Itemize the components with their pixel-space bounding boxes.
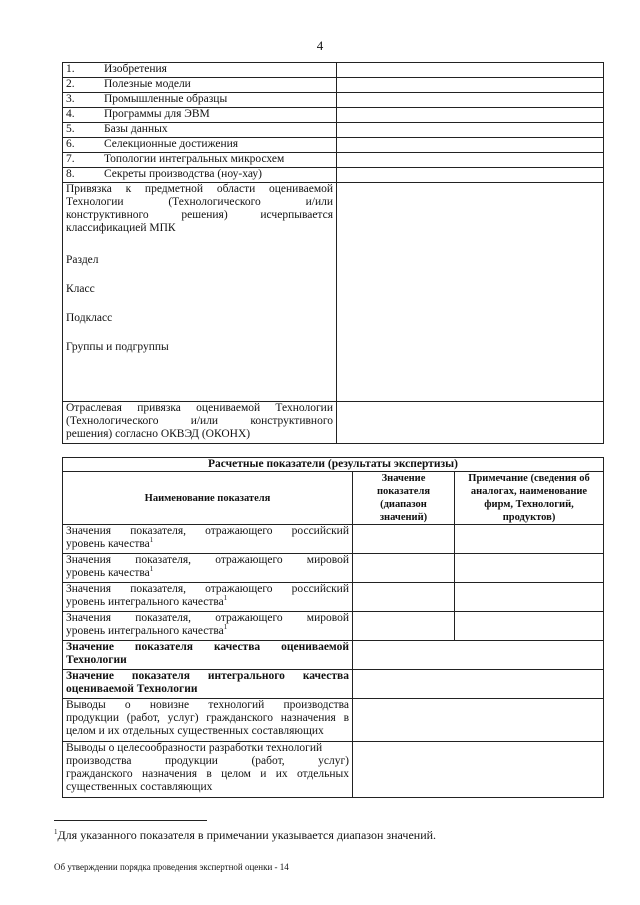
- ip-object-label: Полезные модели: [104, 78, 191, 90]
- ip-objects-table: [62, 62, 604, 444]
- indicator-line-2: [66, 596, 349, 609]
- novelty-row-label: [63, 699, 353, 742]
- ip-object-cell: [63, 108, 337, 123]
- ip-object-number: 7.: [66, 153, 75, 165]
- col-header-note: Примечание (сведения об аналогах, наименование фирм, Технологий, продуктов): [455, 472, 604, 525]
- footnote-ref: 1: [223, 623, 228, 632]
- results-title: Расчетные показатели (результаты экспертизы): [63, 458, 604, 472]
- footnote-separator: [54, 820, 207, 821]
- ip-object-label: Программы для ЭВМ: [104, 108, 210, 120]
- okved-line-2: (Технологического и/или конструктивного: [66, 415, 333, 427]
- ip-object-number: 6.: [66, 138, 75, 150]
- col-header-value: Значение показателя (диапазон значений): [353, 472, 455, 525]
- mpk-intro-4: классификацией МПК: [66, 222, 176, 234]
- mpk-class-label: Класс: [66, 283, 95, 295]
- footnote: [54, 828, 436, 843]
- indicator-line-1: Значения показателя, отражающего российский: [66, 583, 349, 595]
- ip-object-row: [63, 168, 604, 183]
- novelty-value-cell: [353, 699, 604, 742]
- ip-object-value-cell: [337, 153, 604, 168]
- okved-line-1: Отраслевая привязка оцениваемой Технологии: [66, 402, 333, 414]
- footnote-ref: 1: [149, 536, 154, 545]
- mpk-intro-3: конструктивного решения) исчерпывается: [66, 209, 333, 221]
- quality-value-cell: [353, 641, 604, 670]
- integral-line-2: оцениваемой Технологии: [66, 683, 198, 695]
- indicator-row: [63, 554, 604, 583]
- mpk-intro-2: Технологии (Технологического и/или: [66, 196, 333, 208]
- indicator-label-cell: [63, 583, 353, 612]
- feasibility-line-3: гражданского назначения в целом и их отдельных: [66, 768, 349, 780]
- ip-object-row: [63, 78, 604, 93]
- ip-object-row: [63, 63, 604, 78]
- integral-row-label: [63, 670, 353, 699]
- page-number: 4: [316, 38, 324, 53]
- ip-object-cell: [63, 138, 337, 153]
- integral-value-cell: [353, 670, 604, 699]
- ip-object-label: Секреты производства (ноу-хау): [104, 168, 262, 180]
- ip-object-number: 1.: [66, 63, 75, 75]
- ip-object-value-cell: [337, 108, 604, 123]
- indicator-note-cell: [455, 525, 604, 554]
- col-header-name: Наименование показателя: [63, 472, 353, 525]
- ip-object-number: 2.: [66, 78, 75, 90]
- indicator-line-2: [66, 567, 349, 580]
- results-table: [62, 457, 604, 798]
- ip-object-value-cell: [337, 138, 604, 153]
- indicator-line-1: Значения показателя, отражающего мировой: [66, 612, 349, 624]
- indicator-line-2-text: уровень интегрального качества: [66, 596, 224, 608]
- ip-object-row: [63, 123, 604, 138]
- mpk-row: [63, 183, 604, 402]
- footnote-ref: 1: [149, 565, 154, 574]
- ip-object-cell: [63, 93, 337, 108]
- ip-object-row: [63, 138, 604, 153]
- indicator-row: [63, 525, 604, 554]
- mpk-groups-label: Группы и подгруппы: [66, 341, 169, 353]
- ip-object-label: Промышленные образцы: [104, 93, 228, 105]
- ip-object-cell: [63, 63, 337, 78]
- ip-object-cell: [63, 78, 337, 93]
- ip-object-label: Топологии интегральных микросхем: [104, 153, 285, 165]
- okved-value-cell: [337, 402, 604, 444]
- novelty-line-2: продукции (работ, услуг) гражданского назначения в: [66, 712, 349, 724]
- quality-line-2: Технологии: [66, 654, 127, 666]
- indicator-value-cell: [353, 554, 455, 583]
- footnote-mark: 1: [54, 828, 58, 836]
- footnote-ref: 1: [223, 594, 228, 603]
- indicator-note-cell: [455, 612, 604, 641]
- indicator-row: [63, 583, 604, 612]
- quality-line-1: Значение показателя качества оцениваемой: [66, 641, 349, 653]
- ip-object-value-cell: [337, 93, 604, 108]
- indicator-line-2-text: уровень качества: [66, 567, 150, 579]
- feasibility-line-2: производства продукции (работ, услуг): [66, 755, 349, 767]
- indicator-line-2: [66, 538, 349, 551]
- quality-row-label: [63, 641, 353, 670]
- indicator-line-1: Значения показателя, отражающего мировой: [66, 554, 349, 566]
- mpk-value-cell: [337, 183, 604, 402]
- indicator-line-2-text: уровень интегрального качества: [66, 625, 224, 637]
- ip-object-cell: [63, 168, 337, 183]
- ip-object-cell: [63, 123, 337, 138]
- okved-cell: [63, 402, 337, 444]
- okved-line-3: решения) согласно ОКВЭД (ОКОНХ): [66, 428, 251, 440]
- ip-object-row: [63, 93, 604, 108]
- indicator-label-cell: [63, 525, 353, 554]
- ip-object-label: Селекционные достижения: [104, 138, 239, 150]
- mpk-section-label: Раздел: [66, 254, 99, 266]
- ip-object-number: 3.: [66, 93, 75, 105]
- mpk-subclass-label: Подкласс: [66, 312, 113, 324]
- ip-object-row: [63, 108, 604, 123]
- page-footer: Об утверждении порядка проведения экспертной оценки - 14: [54, 862, 289, 872]
- ip-object-value-cell: [337, 78, 604, 93]
- indicator-line-2: [66, 625, 349, 638]
- indicator-value-cell: [353, 612, 455, 641]
- novelty-line-3: целом и их отдельных существенных составляющих: [66, 725, 324, 737]
- feasibility-line-4: существенных составляющих: [66, 781, 213, 793]
- indicator-note-cell: [455, 583, 604, 612]
- indicator-label-cell: [63, 554, 353, 583]
- mpk-intro-1: Привязка к предметной области оцениваемой: [66, 183, 333, 195]
- footnote-text: Для указанного показателя в примечании указывается диапазон значений.: [57, 828, 437, 842]
- indicator-label-cell: [63, 612, 353, 641]
- indicator-value-cell: [353, 525, 455, 554]
- ip-object-value-cell: [337, 168, 604, 183]
- feasibility-value-cell: [353, 742, 604, 798]
- ip-object-number: 4.: [66, 108, 75, 120]
- feasibility-line-1: Выводы о целесообразности разработки технологий: [66, 742, 323, 754]
- integral-line-1: Значение показателя интегрального качества: [66, 670, 349, 682]
- okved-row: [63, 402, 604, 444]
- indicator-line-2-text: уровень качества: [66, 538, 150, 550]
- ip-object-label: Базы данных: [104, 123, 168, 135]
- novelty-line-1: Выводы о новизне технологий производства: [66, 699, 349, 711]
- ip-object-value-cell: [337, 123, 604, 138]
- ip-object-number: 5.: [66, 123, 75, 135]
- indicator-row: [63, 612, 604, 641]
- mpk-cell: [63, 183, 337, 402]
- feasibility-row-label: [63, 742, 353, 798]
- ip-object-row: [63, 153, 604, 168]
- ip-object-value-cell: [337, 63, 604, 78]
- indicator-value-cell: [353, 583, 455, 612]
- indicator-note-cell: [455, 554, 604, 583]
- ip-object-cell: [63, 153, 337, 168]
- ip-object-number: 8.: [66, 168, 75, 180]
- indicator-line-1: Значения показателя, отражающего российский: [66, 525, 349, 537]
- ip-object-label: Изобретения: [104, 63, 167, 75]
